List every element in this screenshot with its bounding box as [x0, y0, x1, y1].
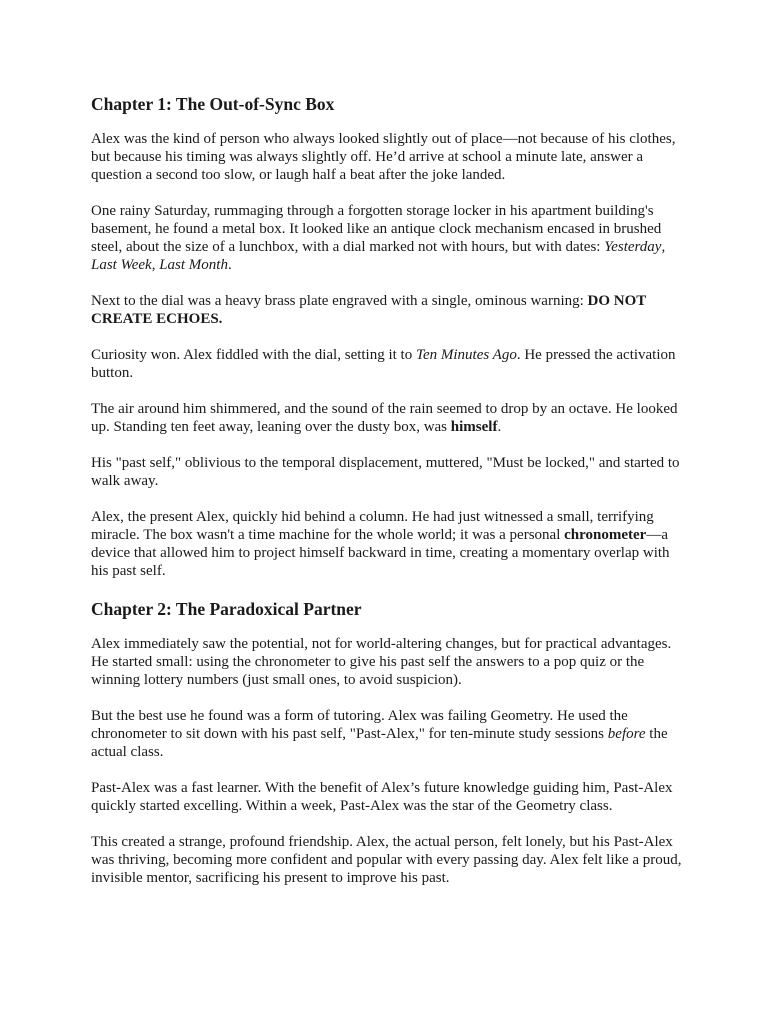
bold-chronometer: chronometer [564, 527, 647, 543]
chapter-1-paragraph-6: His "past self," oblivious to the temporal displacement, muttered, "Must be locked," and started to walk away. [91, 455, 680, 489]
emphasis-yesterday: Yesterday [604, 239, 662, 255]
document-page [91, 93, 683, 905]
chapter-2-heading: Chapter 2: The Paradoxical Partner [91, 599, 362, 619]
text-run: One rainy Saturday, rummaging through a forgotten storage locker in his apartment building's basement, he found a metal box. It looked like an antique clock mechanism encased in brushed steel, about the size of a lunchbox, with a dial marked not with hours, but with dates: [91, 203, 662, 255]
chapter-1-paragraph-3 [91, 292, 683, 328]
text-run: the actual class. [91, 726, 668, 760]
text-run: Curiosity won. Alex fiddled with the dial, setting it to [91, 347, 416, 363]
bold-himself: himself [450, 419, 498, 435]
text-run: , [661, 239, 666, 255]
text-run: . [227, 257, 232, 273]
chapter-2-paragraph-3: Past-Alex was a fast learner. With the benefit of Alex’s future knowledge guiding him, Past-Alex quickly started excelling. Within a week, Past-Alex was the star of the Geometry class. [91, 780, 673, 814]
text-run: But the best use he found was a form of tutoring. Alex was failing Geometry. He used the chronometer to sit down with his past self, "Past-Alex," for ten-minute study sessions [91, 708, 628, 742]
chapter-1-paragraph-4 [91, 346, 683, 382]
chapter-1-paragraph-7 [91, 508, 683, 580]
text-run: , [151, 257, 160, 273]
text-run: The air around him shimmered, and the sound of the rain seemed to drop by an octave. He looked up. Standing ten feet away, leaning over the dusty box, was [91, 401, 678, 435]
chapter-2-paragraph-2 [91, 707, 683, 761]
text-run: . He pressed the activation button. [91, 347, 676, 381]
chapter-1-paragraph-5 [91, 400, 683, 436]
emphasis-before: before [607, 726, 646, 742]
chapter-1-paragraph-2 [91, 202, 683, 274]
chapter-1-heading: Chapter 1: The Out-of-Sync Box [91, 94, 335, 114]
text-run: . [497, 419, 502, 435]
chapter-1-paragraph-1: Alex was the kind of person who always looked slightly out of place—not because of his clothes, but because his timing was always slightly off. He’d arrive at school a minute late, answer a question a second too slow, or laugh half a beat after the joke landed. [91, 131, 676, 183]
emphasis-last-month: Last Month [159, 257, 228, 273]
text-run: Alex, the present Alex, quickly hid behind a column. He had just witnessed a small, terrifying miracle. The box wasn't a time machine for the whole world; it was a personal [91, 509, 654, 543]
chapter-2-paragraph-1: Alex immediately saw the potential, not for world-altering changes, but for practical advantages. He started small: using the chronometer to give his past self the answers to a pop quiz or the winning lottery numbers (just small ones, to avoid suspicion). [91, 636, 672, 688]
text-run: —a device that allowed him to project himself backward in time, creating a momentary overlap with his past self. [91, 527, 670, 579]
chapter-2-paragraph-4: This created a strange, profound friendship. Alex, the actual person, felt lonely, but his Past-Alex was thriving, becoming more confident and popular with every passing day. Alex felt like a proud, invisible mentor, sacrificing his present to improve his past. [91, 834, 682, 886]
text-run: Next to the dial was a heavy brass plate engraved with a single, ominous warning: [91, 293, 588, 309]
emphasis-ten-minutes-ago: Ten Minutes Ago [415, 347, 517, 363]
warning-text: DO NOT CREATE ECHOES. [91, 293, 647, 327]
emphasis-last-week: Last Week [91, 257, 152, 273]
